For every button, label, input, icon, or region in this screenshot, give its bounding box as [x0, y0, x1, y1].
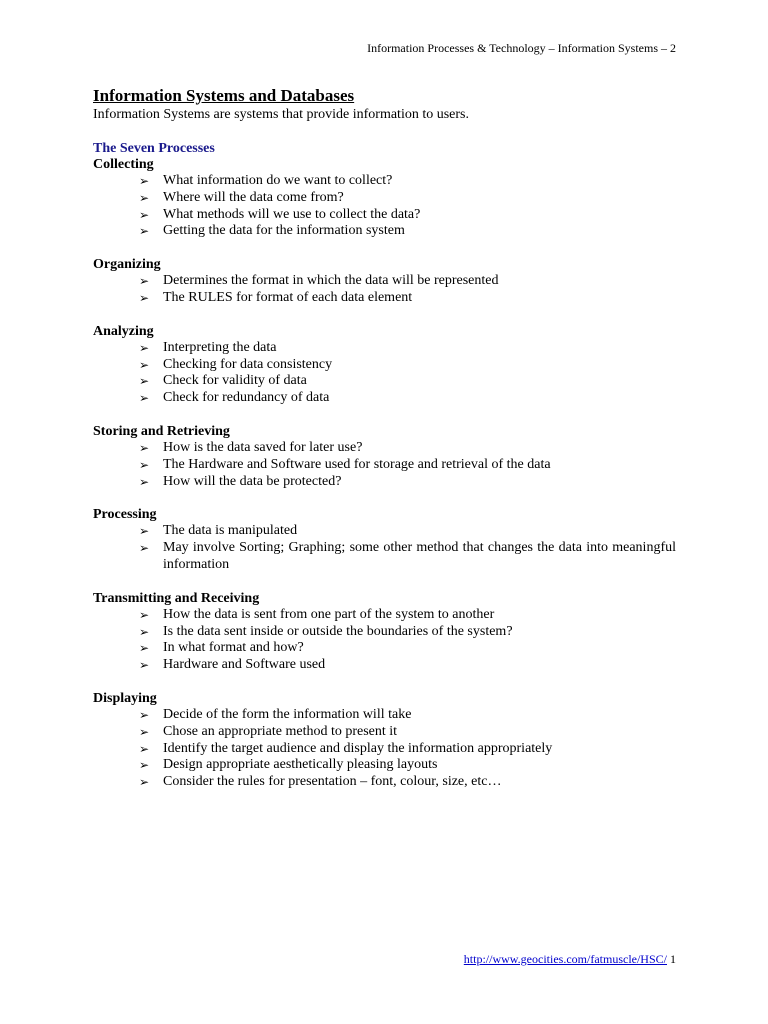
- section-title: Storing and Retrieving: [93, 423, 230, 439]
- arrow-bullet-icon: ➢: [139, 374, 150, 389]
- list-item: [93, 373, 676, 390]
- page-footer: [464, 952, 676, 966]
- bullet-list: [93, 607, 676, 674]
- list-item: [93, 390, 676, 407]
- list-item-text: Hardware and Software used: [163, 657, 326, 673]
- list-item: [93, 357, 676, 374]
- bullet-list: [93, 440, 676, 490]
- list-item: [93, 474, 676, 491]
- section-title: Transmitting and Receiving: [93, 590, 260, 606]
- list-item-text: How will the data be protected?: [163, 473, 342, 489]
- arrow-bullet-icon: ➢: [139, 624, 150, 639]
- section-title: Organizing: [93, 257, 161, 273]
- list-item: [93, 223, 676, 240]
- arrow-bullet-icon: ➢: [139, 274, 150, 289]
- list-item: [93, 173, 676, 190]
- list-item: [93, 741, 676, 758]
- section-title: Processing: [93, 507, 157, 523]
- arrow-bullet-icon: ➢: [139, 391, 150, 406]
- process-section: [93, 157, 676, 240]
- arrow-bullet-icon: ➢: [139, 224, 150, 239]
- list-item: [93, 457, 676, 474]
- list-item: [93, 624, 676, 641]
- list-item-text: Check for validity of data: [163, 373, 307, 389]
- arrow-bullet-icon: ➢: [139, 641, 150, 656]
- list-item-text: The data is manipulated: [163, 523, 298, 539]
- process-section: [93, 257, 676, 307]
- process-section: [93, 424, 676, 490]
- list-item-text: Identify the target audience and display the information appropriately: [163, 740, 553, 756]
- list-item: [93, 340, 676, 357]
- bullet-list: [93, 173, 676, 240]
- list-item: [93, 440, 676, 457]
- list-item: [93, 657, 676, 674]
- section-title: Analyzing: [93, 323, 154, 339]
- list-item: [93, 540, 676, 574]
- arrow-bullet-icon: ➢: [139, 207, 150, 222]
- list-item-text: Determines the format in which the data will be represented: [163, 273, 499, 289]
- arrow-bullet-icon: ➢: [139, 741, 150, 756]
- page-number: 1: [670, 952, 676, 966]
- list-item-text: Decide of the form the information will take: [163, 706, 412, 722]
- list-item: [93, 757, 676, 774]
- list-item-text: Chose an appropriate method to present it: [163, 723, 398, 739]
- footer-link[interactable]: http://www.geocities.com/fatmuscle/HSC/: [463, 952, 667, 966]
- list-item-text: The Hardware and Software used for storage and retrieval of the data: [163, 456, 551, 472]
- list-item-text: Interpreting the data: [163, 339, 277, 355]
- list-item-text: Getting the data for the information system: [163, 223, 405, 239]
- list-item-text: Where will the data come from?: [163, 189, 344, 205]
- bullet-list: [93, 523, 676, 573]
- list-item-text: Checking for data consistency: [163, 356, 333, 372]
- list-item: [93, 640, 676, 657]
- list-item: [93, 290, 676, 307]
- arrow-bullet-icon: ➢: [139, 524, 150, 539]
- list-item-text: Consider the rules for presentation – font, colour, size, etc…: [163, 774, 502, 790]
- list-item-text: In what format and how?: [163, 640, 304, 656]
- arrow-bullet-icon: ➢: [139, 190, 150, 205]
- section-title: Collecting: [93, 157, 154, 172]
- list-item: [93, 707, 676, 724]
- bullet-list: [93, 707, 676, 791]
- list-item-text: Check for redundancy of data: [163, 390, 330, 406]
- arrow-bullet-icon: ➢: [139, 357, 150, 372]
- arrow-bullet-icon: ➢: [139, 607, 150, 622]
- list-item-text: How the data is sent from one part of the system to another: [163, 606, 495, 622]
- list-item: [93, 774, 676, 791]
- page-header: Information Processes & Technology – Information Systems – 2: [367, 41, 676, 55]
- list-item-text: What methods will we use to collect the data?: [163, 206, 421, 222]
- arrow-bullet-icon: ➢: [139, 775, 150, 790]
- list-item: [93, 273, 676, 290]
- arrow-bullet-icon: ➢: [139, 174, 150, 188]
- list-item: [93, 724, 676, 741]
- document-body: [93, 86, 676, 791]
- arrow-bullet-icon: ➢: [139, 541, 150, 556]
- section-subtitle: The Seven Processes: [93, 141, 215, 156]
- list-item: [93, 190, 676, 207]
- list-item: [93, 207, 676, 224]
- arrow-bullet-icon: ➢: [139, 340, 150, 355]
- arrow-bullet-icon: ➢: [139, 440, 150, 455]
- arrow-bullet-icon: ➢: [139, 758, 150, 773]
- bullet-list: [93, 273, 676, 307]
- process-section: [93, 591, 676, 674]
- arrow-bullet-icon: ➢: [139, 724, 150, 739]
- process-section: [93, 324, 676, 407]
- list-item-text: Design appropriate aesthetically pleasing layouts: [163, 757, 438, 773]
- list-item-text: The RULES for format of each data element: [163, 289, 413, 305]
- arrow-bullet-icon: ➢: [139, 474, 150, 489]
- process-section: [93, 691, 676, 791]
- list-item-text: How is the data saved for later use?: [163, 439, 363, 455]
- arrow-bullet-icon: ➢: [139, 290, 150, 305]
- list-item-text: May involve Sorting; Graphing; some other method that changes the data into meaningful information: [163, 540, 676, 572]
- bullet-list: [93, 340, 676, 407]
- process-sections: [93, 157, 676, 791]
- intro-text: Information Systems are systems that provide information to users.: [93, 107, 469, 122]
- arrow-bullet-icon: ➢: [139, 658, 150, 673]
- list-item-text: What information do we want to collect?: [163, 173, 393, 188]
- list-item-text: Is the data sent inside or outside the boundaries of the system?: [163, 623, 513, 639]
- list-item: [93, 523, 676, 540]
- arrow-bullet-icon: ➢: [139, 707, 150, 722]
- section-title: Displaying: [93, 690, 157, 706]
- process-section: [93, 507, 676, 573]
- list-item: [93, 607, 676, 624]
- page-title: Information Systems and Databases: [93, 86, 355, 105]
- arrow-bullet-icon: ➢: [139, 457, 150, 472]
